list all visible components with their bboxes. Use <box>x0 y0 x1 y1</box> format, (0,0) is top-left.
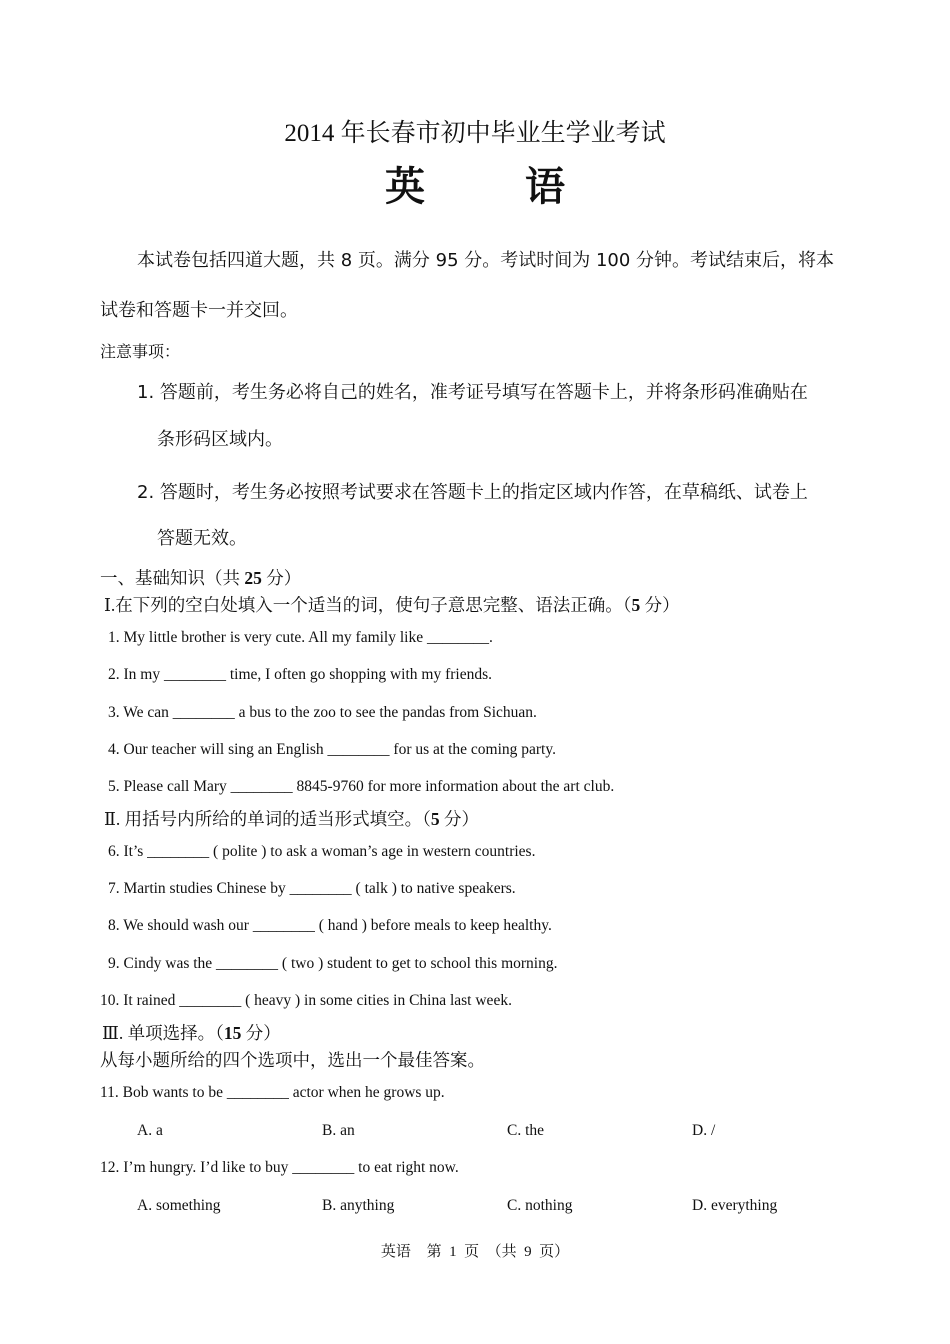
q12-option-b: B. anything <box>322 1197 395 1214</box>
subject-char-2: 语 <box>525 164 565 210</box>
section-3-heading-suffix: 分） <box>241 1023 281 1043</box>
section-1-heading <box>104 592 680 617</box>
question-6: 6. It’s ________ ( polite ) to ask a woman’s age in western countries. <box>108 843 536 860</box>
q12-option-c: C. nothing <box>507 1197 573 1214</box>
question-7: 7. Martin studies Chinese by ________ ( talk ) to native speakers. <box>108 880 516 897</box>
section-1-points: 5 <box>631 595 641 615</box>
section-3-heading-text: Ⅲ. 单项选择。（ <box>102 1023 224 1043</box>
part1-points: 25 <box>244 568 262 588</box>
subject-char-1: 英 <box>385 164 425 210</box>
footer-subject: 英语 <box>380 1244 411 1260</box>
question-8: 8. We should wash our ________ ( hand ) before meals to keep healthy. <box>108 917 552 934</box>
question-12: 12. I’m hungry. I’d like to buy ________ to eat right now. <box>100 1159 459 1176</box>
page-footer <box>0 1240 950 1261</box>
footer-page-info: 第 1 页 （共 9 页） <box>426 1244 570 1260</box>
part1-heading-suffix: 分） <box>261 568 302 588</box>
section-2-heading <box>104 806 479 831</box>
section-2-heading-text: Ⅱ. 用括号内所给的单词的适当形式填空。（ <box>104 809 431 829</box>
notice-1-line-1: 1. 答题前，考生务必将自己的姓名，准考证号填写在答题卡上，并将条形码准确贴在 <box>137 382 808 403</box>
subject-heading <box>0 155 950 212</box>
notice-title: 注意事项： <box>100 342 181 361</box>
section-2-points: 5 <box>430 809 440 829</box>
intro-line-1: 本试卷包括四道大题，共 8 页。满分 95 分。考试时间为 100 分钟。考试结束后，将本 <box>137 250 835 271</box>
q11-option-b: B. an <box>322 1122 355 1139</box>
section-1-heading-suffix: 分） <box>640 595 680 615</box>
exam-title: 2014 年长春市初中毕业生学业考试 <box>284 120 666 147</box>
intro-line-2: 试卷和答题卡一并交回。 <box>100 300 298 321</box>
q12-option-d: D. everything <box>692 1197 778 1214</box>
section-1-heading-text: Ⅰ.在下列的空白处填入一个适当的词，使句子意思完整、语法正确。（ <box>104 595 632 615</box>
question-10: 10. It rained ________ ( heavy ) in some cities in China last week. <box>100 992 512 1009</box>
q12-option-a: A. something <box>137 1197 221 1214</box>
question-1: 1. My little brother is very cute. All my family like ________. <box>108 629 493 646</box>
q11-option-d: D. / <box>692 1122 716 1139</box>
part1-heading <box>100 565 301 590</box>
question-11: 11. Bob wants to be ________ actor when he grows up. <box>100 1084 445 1101</box>
notice-2-line-2: 答题无效。 <box>157 528 247 549</box>
section-3-heading <box>102 1020 281 1045</box>
section-3-instruction: 从每小题所给的四个选项中，选出一个最佳答案。 <box>100 1050 485 1070</box>
section-2-heading-suffix: 分） <box>439 809 480 829</box>
question-5: 5. Please call Mary ________ 8845-9760 for more information about the art club. <box>108 778 615 795</box>
q11-option-a: A. a <box>137 1122 163 1139</box>
section-3-points: 15 <box>223 1023 242 1043</box>
q11-option-c: C. the <box>507 1122 545 1139</box>
question-9: 9. Cindy was the ________ ( two ) student to get to school this morning. <box>108 955 558 972</box>
notice-2-line-1: 2. 答题时，考生务必按照考试要求在答题卡上的指定区域内作答，在草稿纸、试卷上 <box>137 482 808 503</box>
notice-1-line-2: 条形码区域内。 <box>157 429 283 450</box>
question-4: 4. Our teacher will sing an English ________ for us at the coming party. <box>108 741 556 758</box>
part1-heading-text: 一、基础知识（共 <box>100 568 245 588</box>
question-3: 3. We can ________ a bus to the zoo to see the pandas from Sichuan. <box>108 704 537 721</box>
question-2: 2. In my ________ time, I often go shopping with my friends. <box>108 666 493 683</box>
